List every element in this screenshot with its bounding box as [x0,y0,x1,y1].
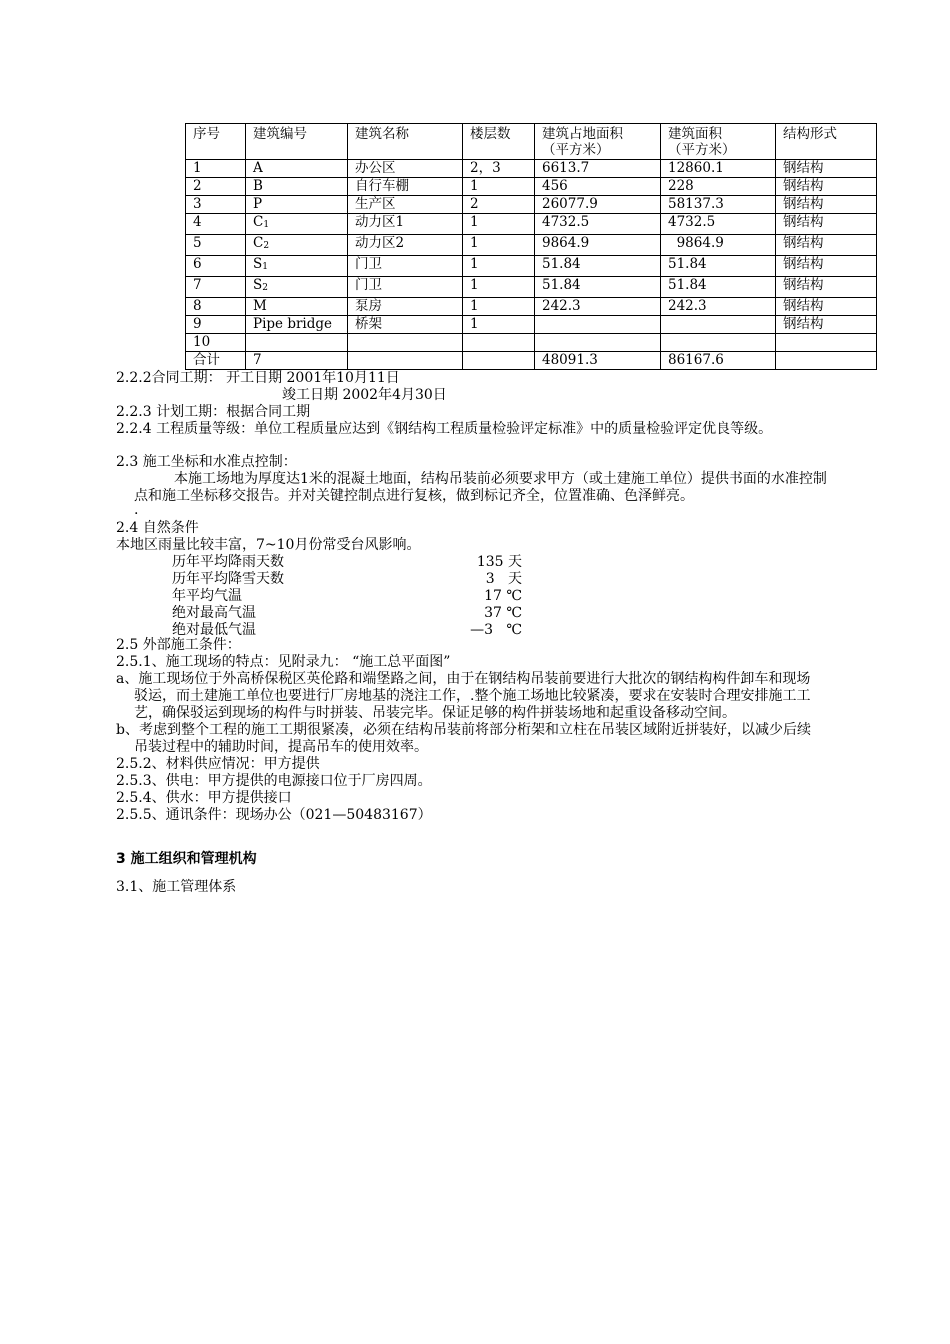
table-body [186,160,877,370]
section-3-title: 3 施工组织和管理机构 [116,851,257,867]
section-2-5-5: 2.5.5、通讯条件：现场办公（021—50483167） [116,807,432,823]
table-row [186,160,877,178]
table-cell: 1 [463,214,535,235]
section-2-5-title: 2.5 外部施工条件： [116,637,241,653]
table-cell: 7 [186,277,246,298]
table-cell: 48091.3 [535,352,661,370]
table-row [186,235,877,256]
table-cell: 4732.5 [535,214,661,235]
table-cell: 10 [186,334,246,352]
table-cell: 9864.9 [661,235,776,256]
table-cell: 7 [246,352,348,370]
table-cell: 泵房 [348,298,463,316]
section-2-4-title: 2.4 自然条件 [116,520,199,536]
table-row [186,214,877,235]
table-cell: 12860.1 [661,160,776,178]
table-cell: 9 [186,316,246,334]
climate-value: —3 ℃ [470,622,522,638]
table-cell: 钢结构 [776,214,877,235]
table-cell [348,334,463,352]
table-header-row [186,124,877,160]
table-cell: 1 [463,178,535,196]
table-cell: 6 [186,256,246,277]
table-row [186,298,877,316]
table-cell: P [246,196,348,214]
header-cell: 建筑占地面积 （平方米） [535,124,661,160]
table-cell: 1 [463,277,535,298]
table-cell [463,334,535,352]
section-2-4-para: 本地区雨量比较丰富，7~10月份常受台风影响。 [116,537,421,553]
table-cell: $C_2$ [246,235,348,256]
table-cell: $S_1$ [246,256,348,277]
climate-value: 135 天 [476,554,522,570]
section-2-5-3: 2.5.3、供电：甲方提供的电源接口位于厂房四周。 [116,773,432,789]
table-cell: 51.84 [535,277,661,298]
table-cell: 钢结构 [776,178,877,196]
climate-label: 绝对最低气温 [172,622,256,638]
table-cell: 钢结构 [776,160,877,178]
climate-label: 年平均气温 [172,588,242,604]
item-a-line: 驳运，而土建施工单位也要进行厂房地基的浇注工作，.整个施工场地比较紧凑，要求在安装时合理安排施工工 [134,688,811,704]
section-2-5-2: 2.5.2、材料供应情况：甲方提供 [116,756,320,772]
table-cell: 8 [186,298,246,316]
climate-value: 17 ℃ [484,588,522,604]
table-cell [776,334,877,352]
table-cell: 6613.7 [535,160,661,178]
table-cell: 51.84 [535,256,661,277]
climate-label: 历年平均降雨天数 [172,554,284,570]
section-2-3-para: 点和施工坐标移交报告。并对关键控制点进行复核，做到标记齐全，位置准确、色泽鲜亮。 [134,488,694,504]
table-cell: 动力区1 [348,214,463,235]
table-cell [348,352,463,370]
section-2-5-4: 2.5.4、供水：甲方提供接口 [116,790,292,806]
table-cell: $S_2$ [246,277,348,298]
section-2-3-dot: . [134,502,139,518]
table-cell: A [246,160,348,178]
table-cell: 86167.6 [661,352,776,370]
item-a-line: a、施工现场位于外高桥保税区英伦路和端堡路之间，由于在钢结构吊装前要进行大批次的钢结构构件卸车和现场 [116,671,811,687]
table-cell: Pipe bridge [246,316,348,334]
table-cell: 4732.5 [661,214,776,235]
climate-value: 37 ℃ [484,605,522,621]
table-cell: 51.84 [661,256,776,277]
table-cell: 228 [661,178,776,196]
table-cell: 9864.9 [535,235,661,256]
table-cell: 1 [463,256,535,277]
table-cell: M [246,298,348,316]
section-3-1: 3.1、施工管理体系 [116,879,237,895]
climate-label: 绝对最高气温 [172,605,256,621]
table-cell: 1 [463,235,535,256]
table-cell: 1 [463,316,535,334]
item-a-line: 艺，确保驳运到现场的构件与时拼装、吊装完毕。保证足够的构件拼装场地和起重设备移动空间。 [134,705,736,721]
table-cell [535,316,661,334]
table-row [186,196,877,214]
table-cell: 2，3 [463,160,535,178]
table-cell: 1 [463,298,535,316]
contract-end-line: 竣工日期 2002年4月30日 [282,387,447,403]
header-cell: 结构形式 [776,124,877,160]
table-cell: 自行车棚 [348,178,463,196]
table-cell: 钢结构 [776,316,877,334]
header-cell: 序号 [186,124,246,160]
section-2-3-title: 2.3 施工坐标和水准点控制： [116,454,297,470]
table-cell: 门卫 [348,256,463,277]
table-cell: B [246,178,348,196]
table-cell: 钢结构 [776,256,877,277]
table-row [186,178,877,196]
table-cell: 生产区 [348,196,463,214]
table-cell: 钢结构 [776,298,877,316]
table-cell [463,352,535,370]
table-cell: 242.3 [535,298,661,316]
table-cell: $C_1$ [246,214,348,235]
table-cell: 门卫 [348,277,463,298]
table-cell: 4 [186,214,246,235]
table-cell: 钢结构 [776,196,877,214]
table-cell: 2 [463,196,535,214]
table-cell: 2 [186,178,246,196]
table-cell [661,316,776,334]
table-cell: 桥架 [348,316,463,334]
table-row [186,334,877,352]
section-2-5-1: 2.5.1、施工现场的特点：见附录九： “施工总平面图” [116,654,451,670]
table-cell: 242.3 [661,298,776,316]
table-cell: 3 [186,196,246,214]
contract-start-line: 2.2.2合同工期： 开工日期 2001年10月11日 [116,370,400,386]
quality-line: 2.2.4 工程质量等级：单位工程质量应达到《钢结构工程质量检验评定标准》中的质量检验评定优良等级。 [116,421,773,437]
table-cell: 51.84 [661,277,776,298]
table-cell: 1 [186,160,246,178]
table-row [186,256,877,277]
header-cell: 建筑编号 [246,124,348,160]
table-cell: 钢结构 [776,235,877,256]
table-row [186,352,877,370]
table-cell: 456 [535,178,661,196]
header-cell: 建筑名称 [348,124,463,160]
table-row [186,277,877,298]
table-cell [661,334,776,352]
item-b-line: b、考虑到整个工程的施工工期很紧凑，必须在结构吊装前将部分桁架和立柱在吊装区域附近拼装好，以减少后续 [116,722,811,738]
header-cell: 建筑面积 （平方米） [661,124,776,160]
table-cell: 钢结构 [776,277,877,298]
building-table [185,123,877,370]
table-cell [246,334,348,352]
plan-period-line: 2.2.3 计划工期：根据合同工期 [116,404,311,420]
table-cell: 5 [186,235,246,256]
table-row [186,316,877,334]
table-cell [535,334,661,352]
climate-label: 历年平均降雪天数 [172,571,284,587]
table-cell: 26077.9 [535,196,661,214]
item-b-line: 吊装过程中的辅助时间，提高吊车的使用效率。 [134,739,428,755]
table-cell [776,352,877,370]
table-cell: 58137.3 [661,196,776,214]
table-cell: 动力区2 [348,235,463,256]
table-cell: 合计 [186,352,246,370]
section-2-3-para: 本施工场地为厚度达1米的混凝土地面，结构吊装前必须要求甲方（或土建施工单位）提供书面的水准控制 [174,471,827,487]
header-cell: 楼层数 [463,124,535,160]
climate-value: 3 天 [485,571,522,587]
table-cell: 办公区 [348,160,463,178]
